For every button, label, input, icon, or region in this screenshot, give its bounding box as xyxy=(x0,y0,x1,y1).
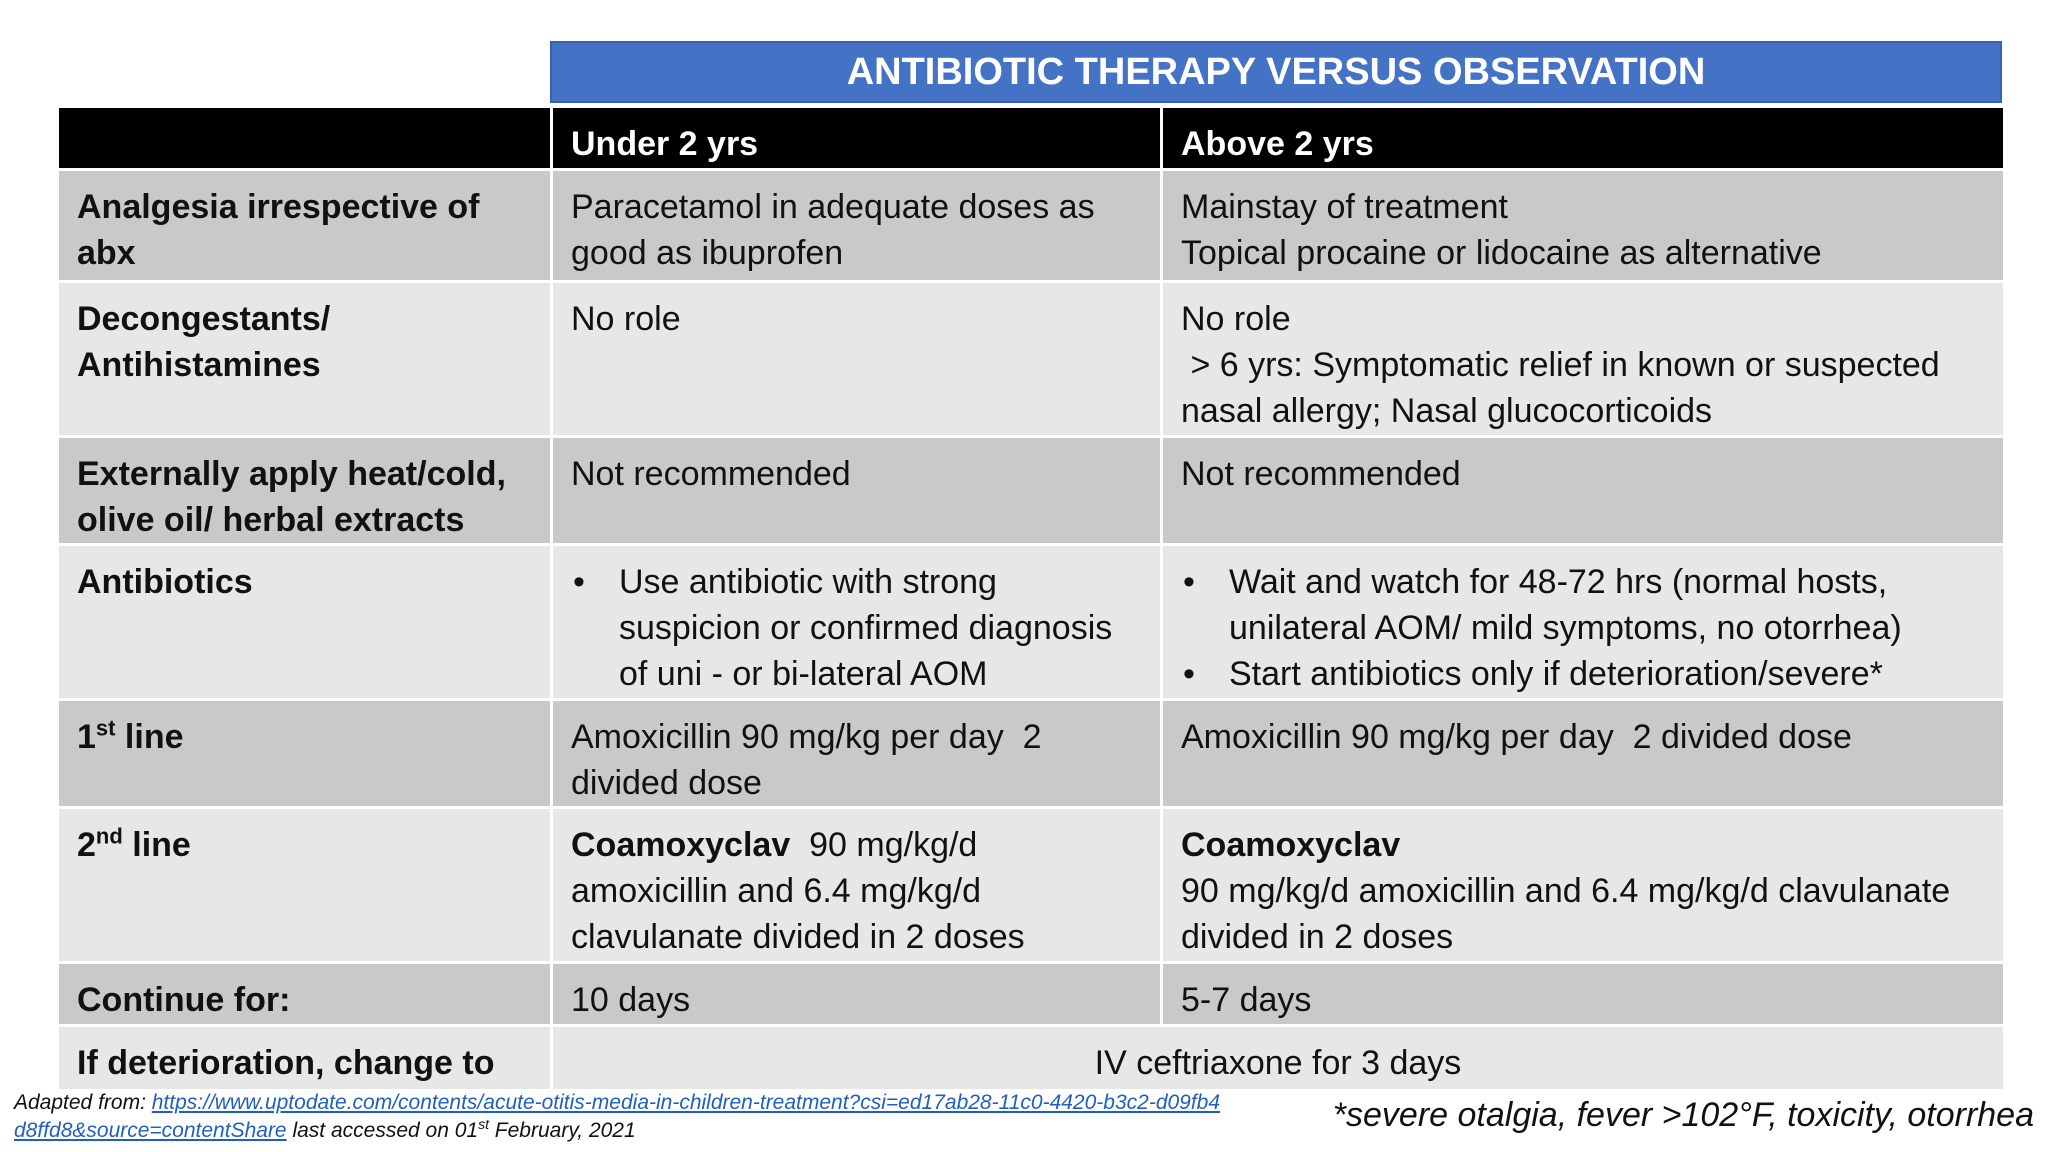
table-row-external xyxy=(58,437,2005,545)
cell-analgesia-above-line-2: Topical procaine or lidocaine as alternative xyxy=(1181,234,1822,272)
dose-text: 90 mg/kg/d amoxicillin and 6.4 mg/kg/d clavulanate divided in 2 doses xyxy=(1181,872,1951,956)
row-label-decongestants-line-2: Antihistamines xyxy=(77,346,321,384)
table-row-analgesia xyxy=(58,170,2005,282)
cell-decongestants-above-line-1: No role xyxy=(1181,300,1291,338)
row-label-decongestants xyxy=(58,282,552,437)
cell-antibiotics-under xyxy=(552,545,1162,700)
row-label-deterioration: If deterioration, change to xyxy=(58,1026,552,1091)
bullet-item: • Start antibiotics only if deterioration/severe* xyxy=(1181,651,1985,697)
cell-external-above: Not recommended xyxy=(1162,437,2005,545)
source-suffix: last accessed on 01 xyxy=(286,1119,479,1142)
cell-analgesia-under: Paracetamol in adequate doses as good as ibuprofen xyxy=(552,170,1162,282)
cell-first-line-under: Amoxicillin 90 mg/kg per day 2 divided dose xyxy=(552,700,1162,808)
therapy-table xyxy=(56,105,2006,1092)
bullet-item: • Use antibiotic with strong suspicion or confirmed diagnosis of uni - or bi-lateral AOM xyxy=(571,559,1142,697)
bullet-item: • Wait and watch for 48-72 hrs (normal hosts, unilateral AOM/ mild symptoms, no otorrhea) xyxy=(1181,559,1985,651)
row-label-analgesia: Analgesia irrespective of abx xyxy=(58,170,552,282)
severe-footnote: *severe otalgia, fever >102°F, toxicity, otorrhea xyxy=(1332,1096,2034,1134)
row-label-decongestants-line-1: Decongestants/ xyxy=(77,300,331,338)
source-date: February, 2021 xyxy=(488,1119,636,1142)
cell-analgesia-above-line-1: Mainstay of treatment xyxy=(1181,188,1508,226)
label-text: line xyxy=(115,718,184,756)
cell-decongestants-under: No role xyxy=(552,282,1162,437)
source-citation xyxy=(14,1089,1224,1145)
row-label-continue: Continue for: xyxy=(58,963,552,1026)
table-row-second-line xyxy=(58,808,2005,963)
label-superscript: nd xyxy=(95,823,123,849)
header-empty-cell xyxy=(58,107,552,170)
source-superscript: st xyxy=(478,1116,489,1132)
cell-continue-under: 10 days xyxy=(552,963,1162,1026)
table-row-deterioration xyxy=(58,1026,2005,1091)
dose-text: 90 mg/kg/d amoxicillin and 6.4 mg/kg/d clavulanate divided in 2 doses xyxy=(571,826,1025,956)
label-superscript: st xyxy=(95,715,116,741)
table-row-decongestants xyxy=(58,282,2005,437)
cell-deterioration-value: IV ceftriaxone for 3 days xyxy=(552,1026,2005,1091)
label-text: line xyxy=(122,826,191,864)
cell-second-line-above xyxy=(1162,808,2005,963)
header-above-2: Above 2 yrs xyxy=(1162,107,2005,170)
cell-decongestants-above xyxy=(1162,282,2005,437)
cell-continue-above: 5-7 days xyxy=(1162,963,2005,1026)
row-label-second-line xyxy=(58,808,552,963)
row-label-first-line xyxy=(58,700,552,808)
drug-name: Coamoxyclav xyxy=(571,826,791,864)
table-row-continue xyxy=(58,963,2005,1026)
drug-name: Coamoxyclav xyxy=(1181,826,1401,864)
header-row xyxy=(58,107,2005,170)
table-banner-title: ANTIBIOTIC THERAPY VERSUS OBSERVATION xyxy=(550,41,2002,103)
label-number: 2 xyxy=(77,826,96,864)
cell-decongestants-above-line-2: > 6 yrs: Symptomatic relief in known or suspected nasal allergy; Nasal glucocorticoids xyxy=(1181,346,1950,430)
cell-first-line-above: Amoxicillin 90 mg/kg per day 2 divided dose xyxy=(1162,700,2005,808)
source-link[interactable]: https://www.uptodate.com/contents/acute-otitis-media-in-children-treatment?csi=ed17ab28-11c0-4420-b3c2-d09fb4d8ffd8&source=contentShare xyxy=(14,1091,1221,1142)
row-label-external: Externally apply heat/cold, olive oil/ herbal extracts xyxy=(58,437,552,545)
label-number: 1 xyxy=(77,718,96,756)
cell-analgesia-above xyxy=(1162,170,2005,282)
table-row-first-line xyxy=(58,700,2005,808)
table-row-antibiotics xyxy=(58,545,2005,700)
cell-external-under: Not recommended xyxy=(552,437,1162,545)
header-under-2: Under 2 yrs xyxy=(552,107,1162,170)
cell-antibiotics-above xyxy=(1162,545,2005,700)
source-prefix: Adapted from: xyxy=(14,1091,152,1114)
row-label-antibiotics: Antibiotics xyxy=(58,545,552,700)
cell-second-line-under xyxy=(552,808,1162,963)
